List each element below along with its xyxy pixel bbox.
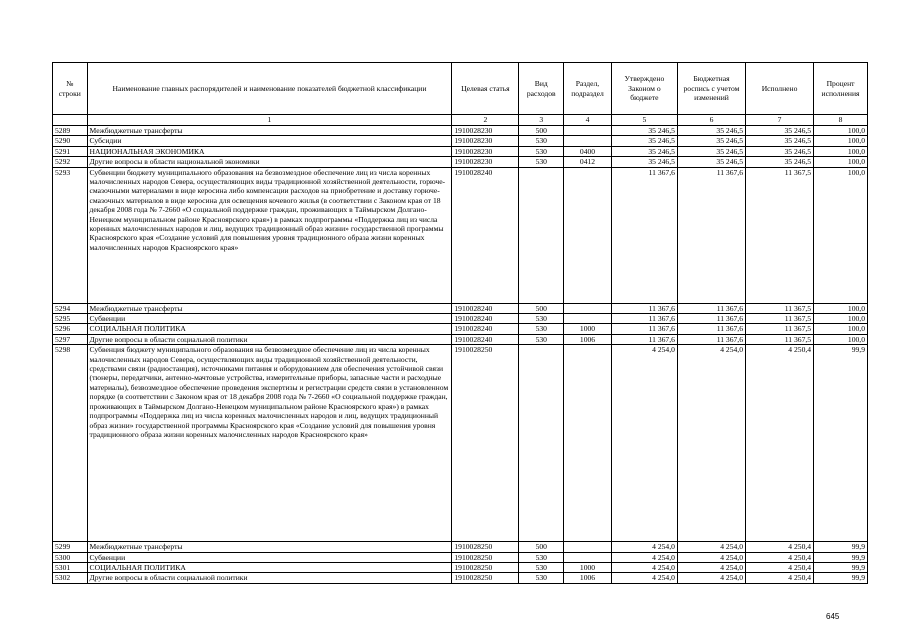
- expense-type: 500: [519, 542, 564, 552]
- schedule-amount: 4 254,0: [677, 552, 745, 562]
- section-code: 1006: [564, 334, 612, 344]
- target-item-code: 1910028230: [452, 136, 519, 146]
- row-name: Субвенция бюджету муниципального образования на безвозмездное обеспечение лиц из числа коренных малочисленных народов Севера, осуществляющих виды традиционной хозяйственной деятельности, средствами связи (радиостанция), источниками питания и оборудованием для обеспечения устойчивой связи (тюнеры, передатчики, антенно-мачтовые устройства, измерительные приборы, запасные части и расходные материалы), безвозмездное обеспечение проведения экспертизы и регистрации средств связи в установленном порядке (в соответствии с Законом края от 18 декабря 2008 года № 7-2660 «О социальной поддержке граждан, проживающих в Таймырском Долгано-Ненецком муниципальном районе Красноярского края») в рамках подпрограммы «Поддержка лиц из числа коренных малочисленных народов и лиц, ведущих традиционный образ жизни» государственной программы Красноярского края «Создание условий для повышения уровня традиционного образа жизни коренных малочисленных народов Красноярского края»: [87, 345, 452, 542]
- target-item-code: 1910028250: [452, 345, 519, 542]
- target-item-code: 1910028240: [452, 303, 519, 313]
- execution-percent: 100,0: [814, 157, 868, 167]
- table-row: [53, 334, 868, 344]
- expense-type: [519, 167, 564, 303]
- expense-type: 500: [519, 126, 564, 136]
- header-row: [53, 63, 868, 115]
- execution-percent: 99,9: [814, 552, 868, 562]
- target-item-code: 1910028250: [452, 552, 519, 562]
- row-name: Субвенции: [87, 314, 452, 324]
- executed-amount: 4 250,4: [746, 552, 814, 562]
- executed-amount: 4 250,4: [746, 542, 814, 552]
- column-number: 7: [746, 115, 814, 126]
- approved-amount: 35 246,5: [611, 126, 677, 136]
- execution-percent: 99,9: [814, 573, 868, 583]
- executed-amount: 4 250,4: [746, 563, 814, 573]
- row-number: 5295: [53, 314, 88, 324]
- schedule-amount: 4 254,0: [677, 573, 745, 583]
- row-number: 5292: [53, 157, 88, 167]
- col-header-percent: Процент исполнения: [814, 63, 868, 115]
- execution-percent: 100,0: [814, 126, 868, 136]
- section-code: [564, 552, 612, 562]
- row-number: 5289: [53, 126, 88, 136]
- executed-amount: 11 367,5: [746, 314, 814, 324]
- section-code: [564, 136, 612, 146]
- expense-type: 530: [519, 334, 564, 344]
- execution-percent: 100,0: [814, 146, 868, 156]
- column-number: 2: [452, 115, 519, 126]
- target-item-code: 1910028230: [452, 126, 519, 136]
- approved-amount: 11 367,6: [611, 324, 677, 334]
- section-code: 1000: [564, 563, 612, 573]
- section-code: [564, 126, 612, 136]
- executed-amount: 11 367,5: [746, 303, 814, 313]
- column-number: 1: [87, 115, 452, 126]
- budget-execution-table: [52, 62, 868, 584]
- executed-amount: 35 246,5: [746, 157, 814, 167]
- row-name: Субвенции бюджету муниципального образования на безвозмездное обеспечение лиц из числа коренных малочисленных народов Севера, осуществляющих виды традиционной хозяйственной деятельности, горюче-смазочными материалами в виде керосина либо компенсации расходов на приобретение и доставку горюче-смазочных материалов в виде керосина для освещения кочевого жилья (в соответствии с Законом края от 18 декабря 2008 года № 7-2660 «О социальной поддержке граждан, проживающих в Таймырском Долгано-Ненецком муниципальном районе Красноярского края») в рамках подпрограммы «Поддержка лиц из числа коренных малочисленных народов и лиц, ведущих традиционный образ жизни» государственной программы Красноярского края «Создание условий для повышения уровня традиционного образа жизни коренных малочисленных народов Красноярского края»: [87, 167, 452, 303]
- section-code: 0400: [564, 146, 612, 156]
- target-item-code: 1910028240: [452, 334, 519, 344]
- expense-type: 530: [519, 563, 564, 573]
- execution-percent: 100,0: [814, 136, 868, 146]
- executed-amount: 11 367,5: [746, 167, 814, 303]
- row-number: 5302: [53, 573, 88, 583]
- row-name: Межбюджетные трансферты: [87, 542, 452, 552]
- execution-percent: 100,0: [814, 334, 868, 344]
- target-item-code: 1910028240: [452, 314, 519, 324]
- expense-type: 530: [519, 146, 564, 156]
- approved-amount: 35 246,5: [611, 146, 677, 156]
- row-name: НАЦИОНАЛЬНАЯ ЭКОНОМИКА: [87, 146, 452, 156]
- col-header-section: Раздел, подраздел: [564, 63, 612, 115]
- row-name: Другие вопросы в области социальной политики: [87, 334, 452, 344]
- row-name: Межбюджетные трансферты: [87, 126, 452, 136]
- table-row: [53, 324, 868, 334]
- column-number-row: [53, 115, 868, 126]
- approved-amount: 4 254,0: [611, 542, 677, 552]
- row-name: СОЦИАЛЬНАЯ ПОЛИТИКА: [87, 324, 452, 334]
- table-row: [53, 573, 868, 583]
- row-name: Субсидии: [87, 136, 452, 146]
- table-row: [53, 345, 868, 542]
- approved-amount: 11 367,6: [611, 167, 677, 303]
- executed-amount: 11 367,5: [746, 324, 814, 334]
- target-item-code: 1910028250: [452, 542, 519, 552]
- schedule-amount: 35 246,5: [677, 146, 745, 156]
- expense-type: 530: [519, 573, 564, 583]
- row-number: 5300: [53, 552, 88, 562]
- table-row: [53, 126, 868, 136]
- section-code: [564, 345, 612, 542]
- target-item-code: 1910028230: [452, 157, 519, 167]
- row-name: СОЦИАЛЬНАЯ ПОЛИТИКА: [87, 563, 452, 573]
- page-number: 645: [826, 612, 840, 621]
- section-code: [564, 542, 612, 552]
- schedule-amount: 11 367,6: [677, 167, 745, 303]
- execution-percent: 100,0: [814, 167, 868, 303]
- execution-percent: 100,0: [814, 314, 868, 324]
- col-header-budget-schedule: Бюджетная роспись с учетом изменений: [677, 63, 745, 115]
- expense-type: [519, 345, 564, 542]
- row-number: 5299: [53, 542, 88, 552]
- schedule-amount: 11 367,6: [677, 314, 745, 324]
- table-row: [53, 552, 868, 562]
- approved-amount: 4 254,0: [611, 552, 677, 562]
- execution-percent: 100,0: [814, 324, 868, 334]
- row-name: Другие вопросы в области национальной экономики: [87, 157, 452, 167]
- expense-type: 530: [519, 157, 564, 167]
- approved-amount: 35 246,5: [611, 157, 677, 167]
- approved-amount: 35 246,5: [611, 136, 677, 146]
- column-number: 5: [611, 115, 677, 126]
- table-row: [53, 136, 868, 146]
- table-row: [53, 542, 868, 552]
- schedule-amount: 35 246,5: [677, 157, 745, 167]
- row-number: 5298: [53, 345, 88, 542]
- row-name: Субвенции: [87, 552, 452, 562]
- table-row: [53, 563, 868, 573]
- row-number: 5290: [53, 136, 88, 146]
- executed-amount: 35 246,5: [746, 146, 814, 156]
- schedule-amount: 35 246,5: [677, 136, 745, 146]
- schedule-amount: 35 246,5: [677, 126, 745, 136]
- execution-percent: 99,9: [814, 563, 868, 573]
- table-row: [53, 303, 868, 313]
- expense-type: 530: [519, 136, 564, 146]
- executed-amount: 35 246,5: [746, 136, 814, 146]
- column-number: 8: [814, 115, 868, 126]
- column-number: 4: [564, 115, 612, 126]
- table-row: [53, 157, 868, 167]
- section-code: 0412: [564, 157, 612, 167]
- executed-amount: 11 367,5: [746, 334, 814, 344]
- table-body: [53, 126, 868, 584]
- execution-percent: 100,0: [814, 303, 868, 313]
- target-item-code: 1910028240: [452, 324, 519, 334]
- row-number: 5293: [53, 167, 88, 303]
- target-item-code: 1910028250: [452, 573, 519, 583]
- approved-amount: 11 367,6: [611, 303, 677, 313]
- expense-type: 530: [519, 324, 564, 334]
- col-header-row-number: № строки: [53, 63, 88, 115]
- execution-percent: 99,9: [814, 542, 868, 552]
- expense-type: 500: [519, 303, 564, 313]
- col-header-name: Наименование главных распорядителей и наименование показателей бюджетной классификации: [87, 63, 452, 115]
- approved-amount: 4 254,0: [611, 573, 677, 583]
- schedule-amount: 4 254,0: [677, 563, 745, 573]
- row-name: Межбюджетные трансферты: [87, 303, 452, 313]
- section-code: 1006: [564, 573, 612, 583]
- col-header-executed: Исполнено: [746, 63, 814, 115]
- schedule-amount: 4 254,0: [677, 542, 745, 552]
- expense-type: 530: [519, 314, 564, 324]
- executed-amount: 35 246,5: [746, 126, 814, 136]
- row-number: 5291: [53, 146, 88, 156]
- schedule-amount: 11 367,6: [677, 324, 745, 334]
- schedule-amount: 4 254,0: [677, 345, 745, 542]
- col-header-target-item: Целевая статья: [452, 63, 519, 115]
- column-number: 3: [519, 115, 564, 126]
- execution-percent: 99,9: [814, 345, 868, 542]
- column-number: [53, 115, 88, 126]
- row-number: 5301: [53, 563, 88, 573]
- target-item-code: 1910028250: [452, 563, 519, 573]
- section-code: [564, 314, 612, 324]
- column-number: 6: [677, 115, 745, 126]
- table-row: [53, 314, 868, 324]
- executed-amount: 4 250,4: [746, 345, 814, 542]
- table-row: [53, 167, 868, 303]
- section-code: [564, 167, 612, 303]
- col-header-expense-type: Вид расходов: [519, 63, 564, 115]
- row-number: 5294: [53, 303, 88, 313]
- row-number: 5297: [53, 334, 88, 344]
- table-row: [53, 146, 868, 156]
- expense-type: 530: [519, 552, 564, 562]
- section-code: 1000: [564, 324, 612, 334]
- approved-amount: 11 367,6: [611, 314, 677, 324]
- approved-amount: 11 367,6: [611, 334, 677, 344]
- row-number: 5296: [53, 324, 88, 334]
- section-code: [564, 303, 612, 313]
- approved-amount: 4 254,0: [611, 563, 677, 573]
- target-item-code: 1910028230: [452, 146, 519, 156]
- schedule-amount: 11 367,6: [677, 303, 745, 313]
- col-header-approved: Утверждено Законом о бюджете: [611, 63, 677, 115]
- approved-amount: 4 254,0: [611, 345, 677, 542]
- executed-amount: 4 250,4: [746, 573, 814, 583]
- schedule-amount: 11 367,6: [677, 334, 745, 344]
- target-item-code: 1910028240: [452, 167, 519, 303]
- row-name: Другие вопросы в области социальной политики: [87, 573, 452, 583]
